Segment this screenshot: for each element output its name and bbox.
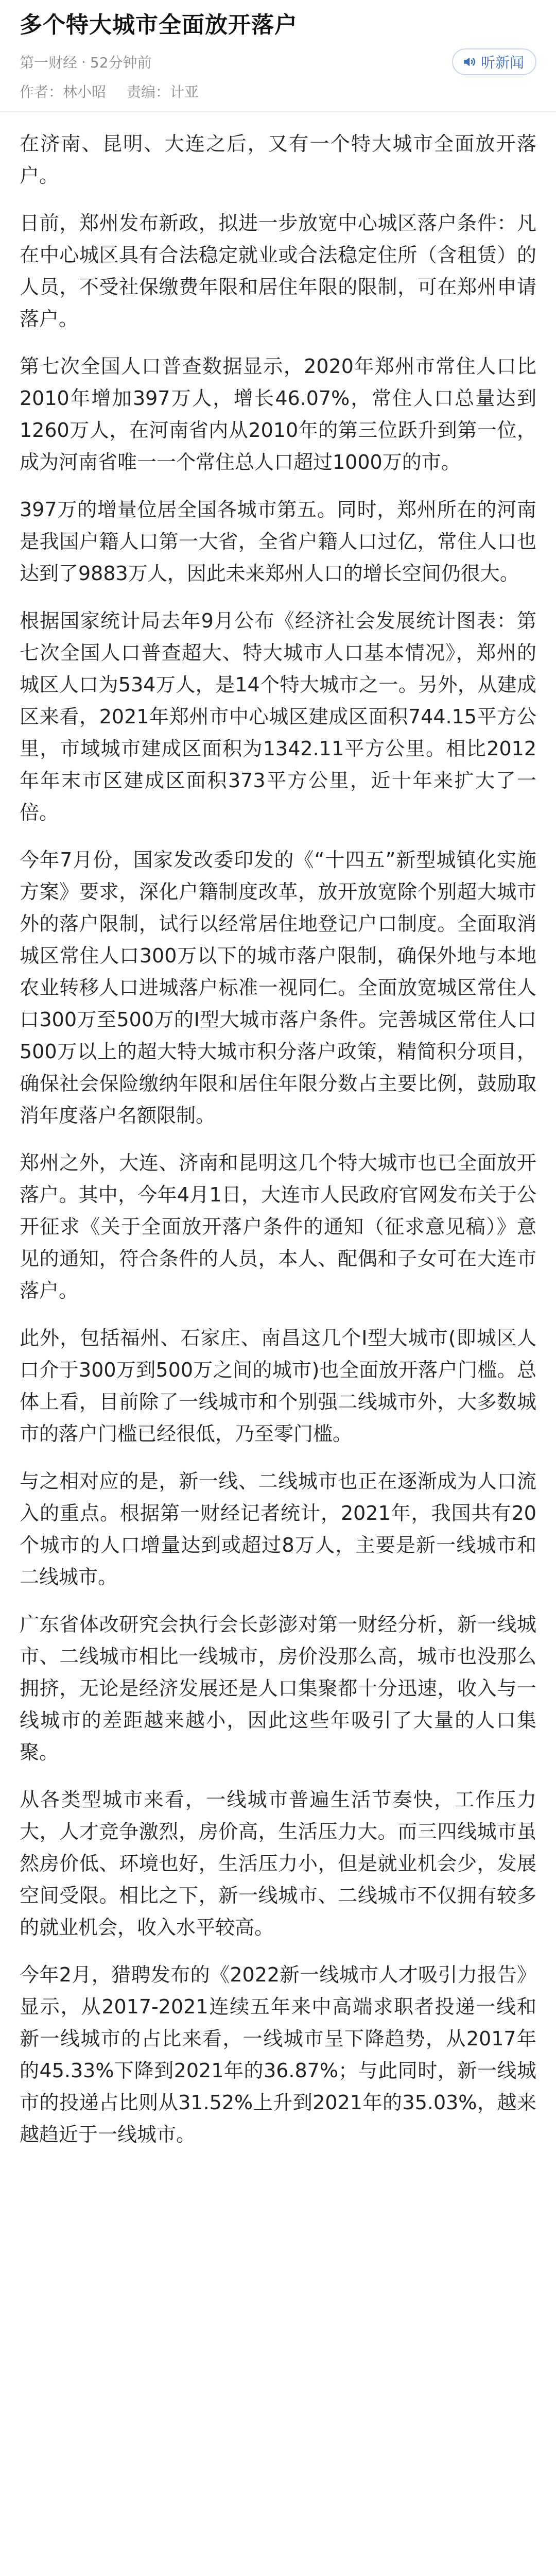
paragraph: 日前，郑州发布新政，拟进一步放宽中心城区落户条件：凡在中心城区具有合法稳定就业或合法稳定住所（含租赁）的人员，不受社保缴费年限和居住年限的限制，可在郑州申请落户。 — [20, 212, 536, 330]
paragraph: 广东省体改研究会执行会长彭澎对第一财经分析，新一线城市、二线城市相比一线城市，房价没那么高，城市也没那么拥挤，无论是经济发展还是人口集聚都十分迅速，收入与一线城市的差距越来越小，因此这些年吸引了大量的人口集聚。 — [20, 1613, 536, 1764]
paragraph: 郑州之外，大连、济南和昆明这几个特大城市也已全面放开落户。其中，今年4月1日，大连市人民政府官网发布关于公开征求《关于全面放开落户条件的通知（征求意见稿）》意见的通知，符合条件的人员，本人、配偶和子女可在大连市落户。 — [20, 1151, 536, 1302]
listen-news-label: 听新闻 — [480, 54, 524, 71]
paragraph: 与之相对应的是，新一线、二线城市也正在逐渐成为人口流入的重点。根据第一财经记者统计，2021年，我国共有20个城市的人口增量达到或超过8万人，主要是新一线城市和二线城市。 — [20, 1470, 536, 1588]
paragraph: 从各类型城市来看，一线城市普遍生活节奏快，工作压力大，人才竞争激烈，房价高，生活压力大。而三四线城市虽然房价低、环境也好，生活压力小，但是就业机会少，发展空间受限。相比之下，新一线城市、二线城市不仅拥有较多的就业机会，收入水平较高。 — [20, 1788, 536, 1939]
paragraph: 今年7月份，国家发改委印发的《“十四五”新型城镇化实施方案》要求，深化户籍制度改革，放开放宽除个别超大城市外的落户限制，试行以经常居住地登记户口制度。全面取消城区常住人口300万以下的城市落户限制，确保外地与本地农业转移人口进城落户标准一视同仁。全面放宽城区常住人口300万至500万的I型大城市落户条件。完善城区常住人口500万以上的超大特大城市积分落户政策，精简积分项目，确保社会保险缴纳年限和居住年限分数占主要比例，鼓励取消年度落户名额限制。 — [20, 849, 536, 1127]
paragraph: 今年2月，猎聘发布的《2022新一线城市人才吸引力报告》显示，从2017-2021连续五年来中高端求职者投递一线和新一线城市的占比来看，一线城市呈下降趋势，从2017年的45.33%下降到2021年的36.87%；与此同时，新一线城市的投递占比则从31.52%上升到2021年的35.03%，越来越趋近于一线城市。 — [20, 1963, 536, 2146]
author-label: 作者：林小昭 — [20, 83, 107, 100]
meta-separator: · — [81, 53, 86, 71]
paragraph: 此外，包括福州、石家庄、南昌这几个I型大城市(即城区人口介于300万到500万之间的城市)也全面放开落户门槛。总体上看，目前除了一线城市和个别强二线城市外，大多数城市的落户门槛已经很低，乃至零门槛。 — [20, 1327, 536, 1445]
article-source[interactable]: 第一财经 — [20, 54, 78, 71]
article-time: 52分钟前 — [90, 54, 152, 71]
paragraph: 根据国家统计局去年9月公布《经济社会发展统计图表：第七次全国人口普查超大、特大城市人口基本情况》，郑州的城区人口为534万人，是14个特大城市之一。另外，从建成区来看，2021年郑州市中心城区建成区面积744.15平方公里，市域城市建成区面积为1342.11平方公里。相比2012年年末市区建成区面积373平方公里，近十年来扩大了一倍。 — [20, 609, 536, 824]
paragraph: 第七次全国人口普查数据显示，2020年郑州市常住人口比2010年增加397万人，增长46.07%，常住人口总量达到1260万人，在河南省内从2010年的第三位跃升到第一位，成为河南省唯一一个常住总人口超过1000万的市。 — [20, 355, 536, 473]
header-divider — [0, 111, 556, 112]
listen-news-button[interactable] — [452, 48, 536, 75]
editor-label: 责编：计亚 — [127, 83, 199, 100]
article-byline — [20, 78, 536, 104]
article-body — [20, 128, 536, 2150]
article-meta — [20, 46, 536, 77]
article-title: 多个特大城市全面放开落户 — [20, 12, 298, 38]
paragraph: 在济南、昆明、大连之后，又有一个特大城市全面放开落户。 — [20, 132, 536, 187]
paragraph: 397万的增量位居全国各城市第五。同时，郑州所在的河南是我国户籍人口第一大省，全省户籍人口过亿，常住人口也达到了9883万人，因此未来郑州人口的增长空间仍很大。 — [20, 498, 536, 585]
speaker-icon — [461, 54, 477, 70]
